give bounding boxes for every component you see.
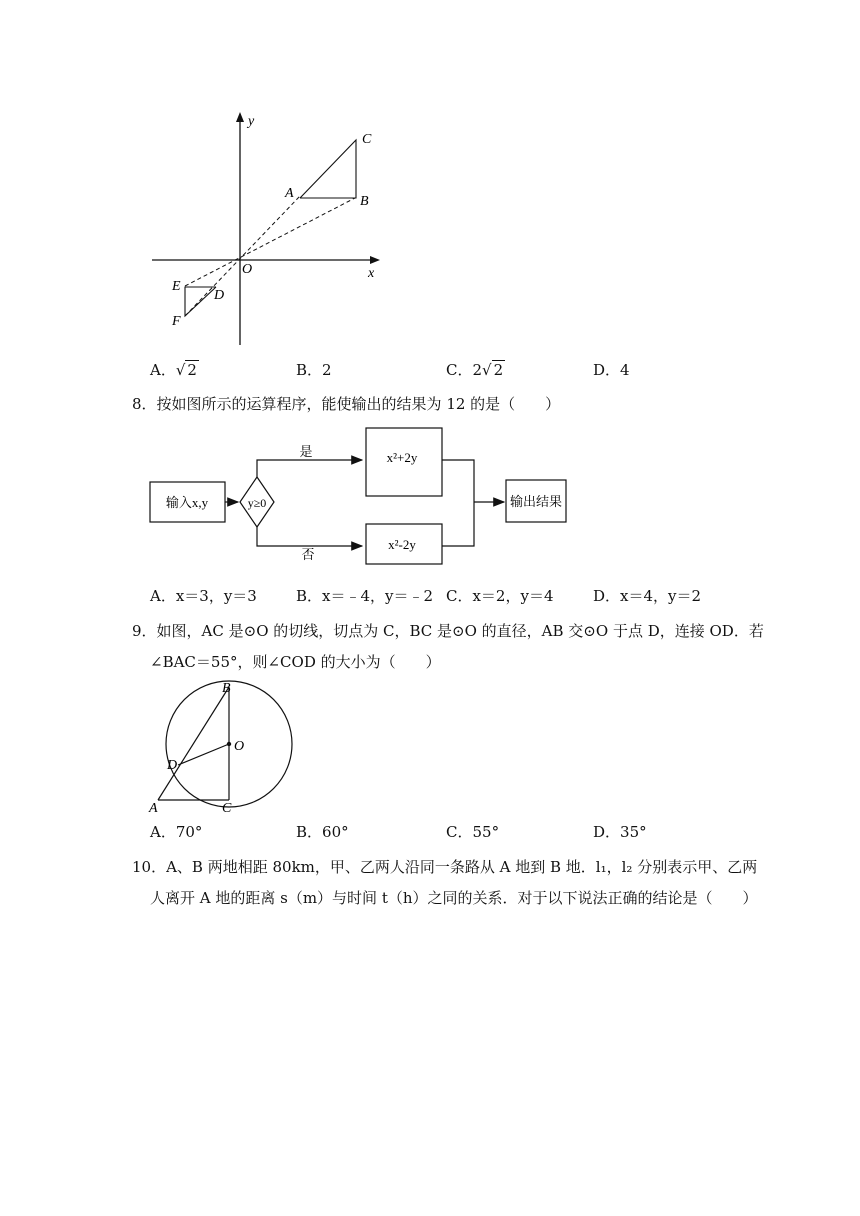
q7-option-b: B．2 bbox=[296, 361, 332, 379]
label-x-axis: x bbox=[368, 266, 375, 281]
q7-option-c: C．2√ 2 bbox=[446, 361, 504, 379]
label-y-axis: y bbox=[248, 114, 255, 129]
arrow-no-branch bbox=[257, 527, 362, 546]
label-point-a: A bbox=[285, 186, 294, 201]
label-a: A bbox=[149, 801, 158, 815]
triangle-def bbox=[185, 287, 216, 316]
q9-stem-line2: ∠BAC＝55°，则∠COD 的大小为（ ） bbox=[150, 653, 441, 671]
q9-stem-line1: 9．如图，AC 是⊙O 的切线，切点为 C，BC 是⊙O 的直径，AB 交⊙O 于点 D，连接 OD．若 bbox=[132, 622, 764, 640]
q9-option-d: D．35° bbox=[593, 823, 647, 841]
q8-option-a: A．x＝3，y＝3 bbox=[150, 587, 257, 605]
merge-line bbox=[442, 460, 474, 546]
box-minus-label: x²-2y bbox=[388, 537, 416, 552]
label-point-c: C bbox=[362, 132, 372, 147]
label-d: D bbox=[167, 758, 178, 773]
output-box-label: 输出结果 bbox=[509, 494, 563, 509]
q7-option-d: D．4 bbox=[593, 361, 630, 379]
input-box-label: 输入x,y bbox=[165, 495, 209, 510]
no-label: 否 bbox=[301, 547, 315, 562]
flowchart bbox=[140, 420, 600, 570]
q8-option-c: C．x＝2，y＝4 bbox=[446, 587, 554, 605]
center-dot bbox=[227, 742, 231, 746]
condition-label: y≥0 bbox=[247, 496, 267, 510]
q9-option-c: C．55° bbox=[446, 823, 500, 841]
label-point-f: F bbox=[172, 314, 181, 329]
y-axis-arrow bbox=[236, 112, 244, 122]
q10-stem-line2: 人离开 A 地的距离 s（m）与时间 t（h）之同的关系．对于以下说法正确的结论是（ ） bbox=[150, 889, 758, 907]
q9-option-b: B．60° bbox=[296, 823, 349, 841]
label-point-b: B bbox=[360, 194, 369, 209]
q9-option-a: A．70° bbox=[150, 823, 203, 841]
dashed-line-ob bbox=[185, 198, 355, 286]
q10-stem-line1: 10．A、B 两地相距 80km，甲、乙两人沿同一条路从 A 地到 B 地．l₁，l₂ 分别表示甲、乙两 bbox=[132, 858, 758, 876]
yes-label: 是 bbox=[299, 444, 313, 459]
label-point-e: E bbox=[172, 279, 181, 294]
circle-figure bbox=[140, 675, 300, 815]
label-origin: O bbox=[242, 262, 253, 277]
q8-option-d: D．x＝4，y＝2 bbox=[593, 587, 702, 605]
sqrt-symbol: √ 2 bbox=[175, 361, 197, 379]
label-c: C bbox=[222, 801, 232, 815]
box-plus-label: x²+2y bbox=[386, 450, 418, 465]
q8-stem: 8．按如图所示的运算程序，能使输出的结果为 12 的是（ ） bbox=[132, 395, 561, 413]
coordinate-figure bbox=[140, 105, 390, 355]
q7-option-a: A．√ 2 bbox=[150, 361, 197, 379]
segment-ab bbox=[158, 687, 229, 800]
arrow-yes-branch bbox=[257, 460, 362, 477]
sqrt-symbol: √ 2 bbox=[482, 361, 504, 379]
x-axis-arrow bbox=[370, 256, 380, 264]
q8-option-b: B．x＝﹣4，y＝﹣2 bbox=[296, 587, 434, 605]
label-b: B bbox=[222, 681, 231, 696]
label-point-d: D bbox=[214, 288, 225, 303]
label-o: O bbox=[234, 739, 245, 754]
segment-od bbox=[178, 744, 229, 765]
triangle-abc bbox=[300, 140, 356, 198]
